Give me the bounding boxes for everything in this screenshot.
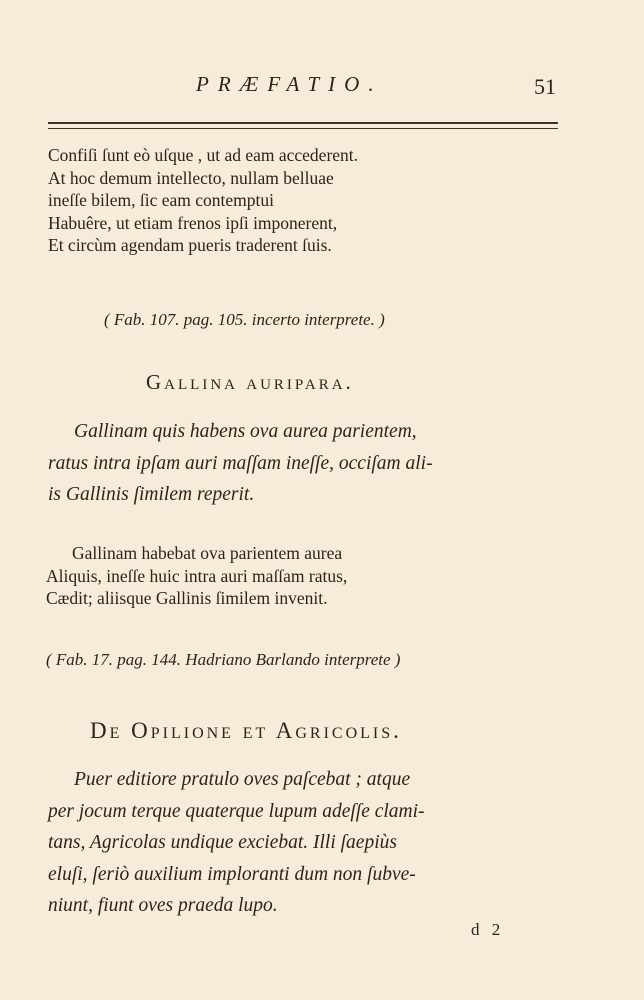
verse-line: Aliquis, ineſſe huic intra auri maſſam ratus, (46, 565, 348, 586)
text-line: ratus intra ipſam auri maſſam ineſſe, occiſam ali- (48, 452, 433, 474)
text-line: is Gallinis ſimilem reperit. (48, 484, 255, 505)
verse-line: Cædit; aliisque Gallinis ſimilem invenit. (46, 588, 328, 608)
verse-line: Habuêre, ut etiam frenos ipſi imponerent, (48, 212, 338, 233)
text-line: per jocum terque quaterque lupum adeſſe clami- (48, 800, 425, 822)
signature-mark: d 2 (471, 920, 505, 939)
verse-line: At hoc demum intellecto, nullam belluae (48, 167, 334, 188)
fable-text-2 (48, 764, 574, 922)
section-heading-1: Gallina auripara. (146, 370, 354, 394)
verse-line: Gallinam habebat ova parientem aurea (72, 543, 343, 563)
text-line: eluſi, ſeriò auxilium imploranti dum non ſubve- (48, 863, 416, 885)
verse-block-2 (46, 542, 348, 610)
verse-line: ineſſe bilem, ſic eam contemptui (48, 190, 274, 210)
verse-line: Confiſi ſunt eò uſque , ut ad eam accederent. (48, 145, 359, 165)
running-head: PRÆFATIO. (196, 72, 383, 96)
text-line: tans, Agricolas undique exciebat. Illi ſaepiùs (48, 832, 397, 853)
text-line: Puer editiore pratulo oves paſcebat ; atque (74, 769, 411, 790)
fable-text-1 (48, 416, 554, 511)
citation-1: ( Fab. 107. pag. 105. incerto interprete. ) (104, 310, 385, 329)
page-number: 51 (534, 74, 556, 99)
header-rule-thin (48, 128, 558, 129)
citation-2: ( Fab. 17. pag. 144. Hadriano Barlando interprete ) (46, 650, 401, 669)
section-heading-2: De Opilione et Agricolis. (90, 718, 402, 743)
verse-block-1 (48, 144, 358, 257)
text-line: Gallinam quis habens ova aurea parientem, (74, 421, 417, 442)
text-line: niunt, fiunt oves praeda lupo. (48, 895, 278, 916)
header-rule (48, 122, 558, 124)
verse-line: Et circùm agendam pueris traderent ſuis. (48, 235, 332, 255)
